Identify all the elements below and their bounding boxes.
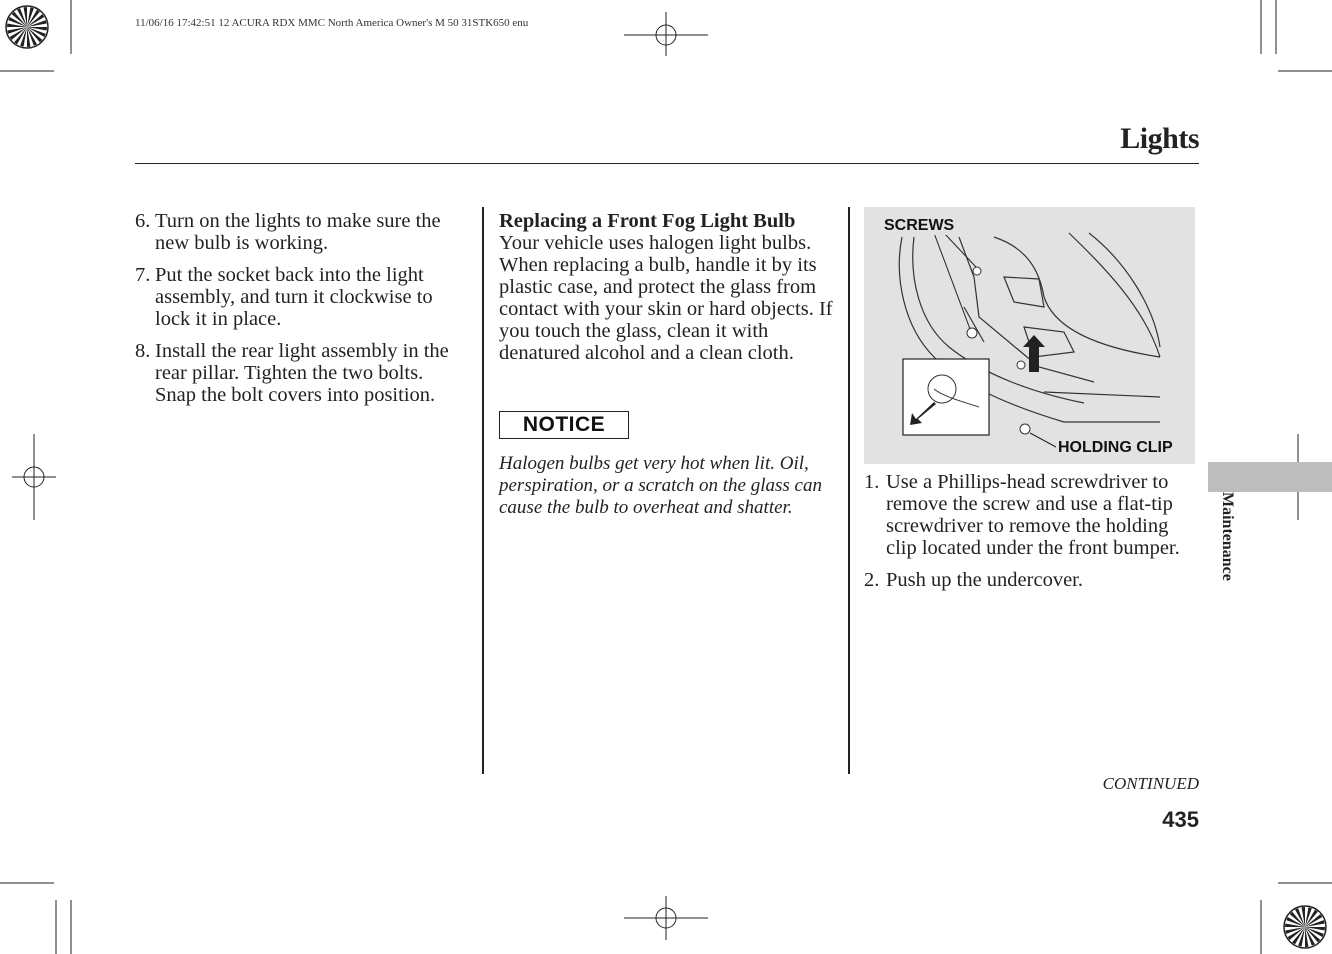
section-tab	[1208, 462, 1332, 492]
undercover-illustration	[864, 207, 1195, 464]
section-heading: Replacing a Front Fog Light Bulb	[499, 210, 796, 232]
column-1-steps	[135, 210, 465, 416]
title-rule	[135, 163, 1199, 164]
page-title: Lights	[1120, 122, 1199, 155]
bumper-diagram	[864, 207, 1195, 464]
step-item	[864, 471, 1204, 559]
label-holding-clip: HOLDING CLIP	[1058, 439, 1173, 456]
step-number: 7.	[135, 264, 151, 286]
step-number: 1.	[864, 471, 880, 493]
print-metadata: 11/06/16 17:42:51 12 ACURA RDX MMC North America Owner's M 50 31STK650 enu	[135, 17, 529, 29]
step-number: 6.	[135, 210, 151, 232]
section-tab-label: Maintenance	[1219, 492, 1236, 581]
step-number: 8.	[135, 340, 151, 362]
step-item	[864, 569, 1204, 591]
column-divider	[848, 207, 850, 774]
step-text: Push up the undercover.	[886, 569, 1083, 591]
step-item	[135, 264, 465, 330]
step-item	[135, 210, 465, 254]
step-number: 2.	[864, 569, 880, 591]
step-text: Put the socket back into the light assembly, and turn it clockwise to lock it in place.	[155, 264, 433, 330]
page-number: 435	[1162, 807, 1199, 832]
column-2-section	[499, 210, 839, 364]
column-3-steps	[864, 471, 1204, 601]
section-body: Your vehicle uses halogen light bulbs. When replacing a bulb, handle it by its plastic case, and protect the glass from contact with your skin or hard objects. If you touch the glass, clean it with denatured alcohol and a clean cloth.	[499, 232, 833, 364]
notice-label: NOTICE	[499, 411, 629, 439]
continued-label: CONTINUED	[1102, 774, 1199, 793]
step-item	[135, 340, 465, 406]
step-text: Turn on the lights to make sure the new bulb is working.	[155, 210, 441, 254]
step-text: Install the rear light assembly in the rear pillar. Tighten the two bolts. Snap the bolt covers into position.	[155, 340, 449, 406]
column-divider	[482, 207, 484, 774]
notice-text: Halogen bulbs get very hot when lit. Oil, perspiration, or a scratch on the glass can cause the bulb to overheat and shatter.	[499, 453, 822, 518]
step-text: Use a Phillips-head screwdriver to remove the screw and use a flat-tip screwdriver to remove the holding clip located under the front bumper.	[886, 471, 1180, 559]
label-screws: SCREWS	[884, 217, 955, 234]
